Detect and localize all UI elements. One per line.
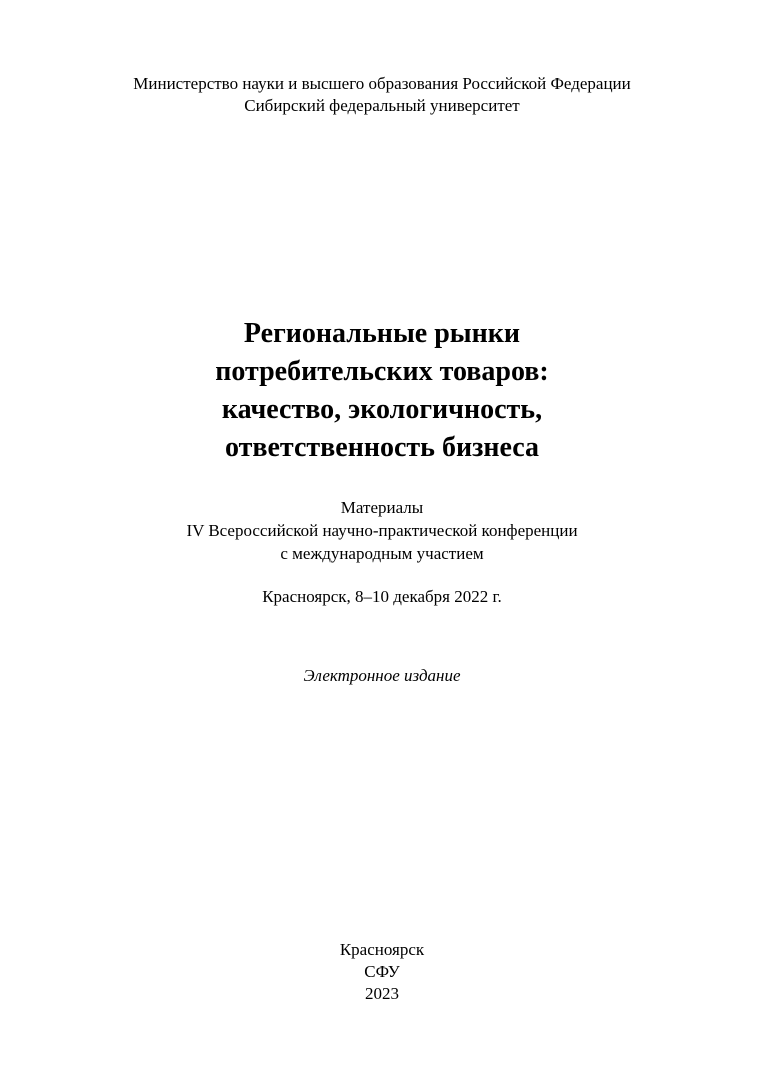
edition-type: Электронное издание bbox=[303, 666, 461, 685]
conference-participation: с международным участием bbox=[280, 544, 484, 563]
book-title-line-1: Региональные рынки bbox=[243, 318, 521, 349]
conference-place-date: Красноярск, 8–10 декабря 2022 г. bbox=[262, 587, 502, 606]
ministry-line: Министерство науки и высшего образования Российской Федерации bbox=[133, 74, 631, 93]
imprint-city: Красноярск bbox=[339, 940, 425, 959]
imprint-year: 2023 bbox=[365, 984, 399, 1003]
imprint-publisher: СФУ bbox=[364, 962, 400, 981]
book-title-line-4: ответственность бизнеса bbox=[224, 432, 540, 463]
university-line: Сибирский федеральный университет bbox=[244, 96, 520, 115]
book-title-line-2: потребительских товаров: bbox=[215, 356, 549, 387]
conference-name: IV Всероссийской научно-практической конференции bbox=[186, 521, 578, 540]
materials-label: Материалы bbox=[340, 498, 424, 517]
book-title-line-3: качество, экологичность, bbox=[221, 394, 543, 425]
